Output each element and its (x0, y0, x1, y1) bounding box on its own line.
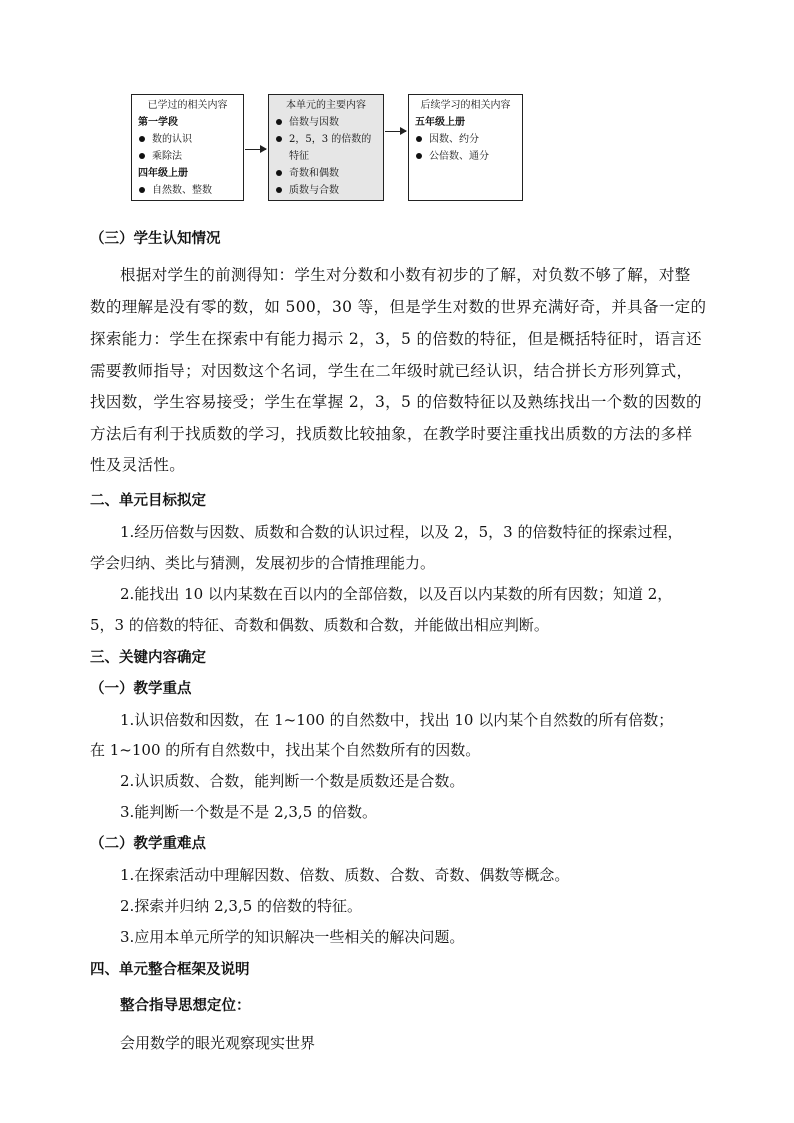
paragraph-line: 2.能找出 10 以内某数在百以内的全部倍数，以及百以内某数的所有因数；知道 2， (120, 585, 673, 603)
paragraph-line: 1.经历倍数与因数、质数和合数的认识过程，以及 2，5，3 的倍数特征的探索过程， (120, 523, 683, 541)
bullet-icon (139, 153, 145, 159)
paragraph-line: 探索能力：学生在探索中有能力揭示 2，3，5 的倍数的特征，但是概括特征时，语言还 (90, 330, 702, 348)
bullet-icon (276, 136, 282, 142)
paragraph-line: 3.能判断一个数是不是 2,3,5 的倍数。 (120, 803, 378, 821)
section-heading: 第一学段 (138, 117, 178, 128)
paragraph-line: 在 1~100 的所有自然数中，找出某个自然数所有的因数。 (90, 741, 481, 759)
paragraph-line: 找因数，学生容易接受；学生在掌握 2，3，5 的倍数特征以及熟练找出一个数的因数的 (90, 393, 702, 411)
list-item: 质数与合数 (275, 182, 377, 199)
bullet-icon (139, 187, 145, 193)
arrow-right-icon (245, 149, 266, 150)
paragraph-line: 1.在探索活动中理解因数、倍数、质数、合数、奇数、偶数等概念。 (120, 866, 570, 884)
follow-up-content-box (408, 94, 523, 201)
list-item: 因数、约分 (415, 131, 516, 148)
paragraph-line: 学会归纳、类比与猜测，发展初步的合情推理能力。 (90, 554, 436, 572)
bullet-icon (276, 187, 282, 193)
arrow-right-icon (385, 131, 406, 132)
paragraph-line: 1.认识倍数和因数，在 1~100 的自然数中，找出 10 以内某个自然数的所有倍数； (120, 711, 674, 729)
bullet-icon (416, 136, 422, 142)
bullet-icon (276, 170, 282, 176)
section-heading-student: （三）学生认知情况 (90, 231, 221, 247)
subheading-guiding-idea: 整合指导思想定位： (120, 998, 251, 1014)
list-item: 乘除法 (138, 148, 237, 165)
bullet-icon (139, 136, 145, 142)
follow-up-content-title: 后续学习的相关内容 (420, 100, 511, 111)
paragraph-line: 2.探索并归纳 2,3,5 的倍数的特征。 (120, 897, 363, 915)
paragraph-line: 性及灵活性。 (90, 456, 186, 474)
unit-main-content-title: 本单元的主要内容 (286, 100, 366, 111)
paragraph-line: 会用数学的眼光观察现实世界 (120, 1034, 316, 1052)
paragraph-line: 方法后有利于找质数的学习，找质数比较抽象，在教学时要注重找出质数的方法的多样 (90, 425, 693, 443)
subheading-teaching-focus: （一）教学重点 (90, 681, 192, 697)
unit-content-diagram (0, 0, 794, 210)
prior-knowledge-title: 已学过的相关内容 (147, 100, 228, 111)
prior-knowledge-box (131, 94, 244, 201)
paragraph-line: 根据对学生的前测得知：学生对分数和小数有初步的了解，对负数不够了解，对整 (120, 266, 691, 284)
paragraph-line: 2.认识质数、合数，能判断一个数是质数还是合数。 (120, 772, 465, 790)
section-heading-goals: 二、单元目标拟定 (90, 493, 206, 509)
paragraph-line: 数的理解是没有零的数，如 500，30 等，但是学生对数的世界充满好奇，并具备一定的 (90, 298, 707, 316)
unit-main-content-box (268, 94, 384, 201)
list-item: 自然数、整数 (138, 182, 237, 199)
paragraph-line: 需要教师指导；对因数这个名词，学生在二年级时就已经认识，结合拼长方形列算式， (90, 362, 693, 380)
list-item: 奇数和偶数 (275, 165, 377, 182)
list-item: 2，5，3 的倍数的特征 (275, 131, 377, 165)
bullet-icon (276, 119, 282, 125)
list-item: 倍数与因数 (275, 114, 377, 131)
list-item: 数的认识 (138, 131, 237, 148)
paragraph-line: 5，3 的倍数的特征、奇数和偶数、质数和合数，并能做出相应判断。 (90, 616, 549, 634)
section-heading-key: 三、关键内容确定 (90, 650, 206, 666)
section-heading: 四年级上册 (138, 168, 188, 179)
section-heading: 五年级上册 (415, 117, 465, 128)
subheading-teaching-difficulty: （二）教学重难点 (90, 836, 206, 852)
bullet-icon (416, 153, 422, 159)
section-heading-framework: 四、单元整合框架及说明 (90, 962, 250, 978)
list-item: 公倍数、通分 (415, 148, 516, 165)
paragraph-line: 3.应用本单元所学的知识解决一些相关的解决问题。 (120, 928, 465, 946)
